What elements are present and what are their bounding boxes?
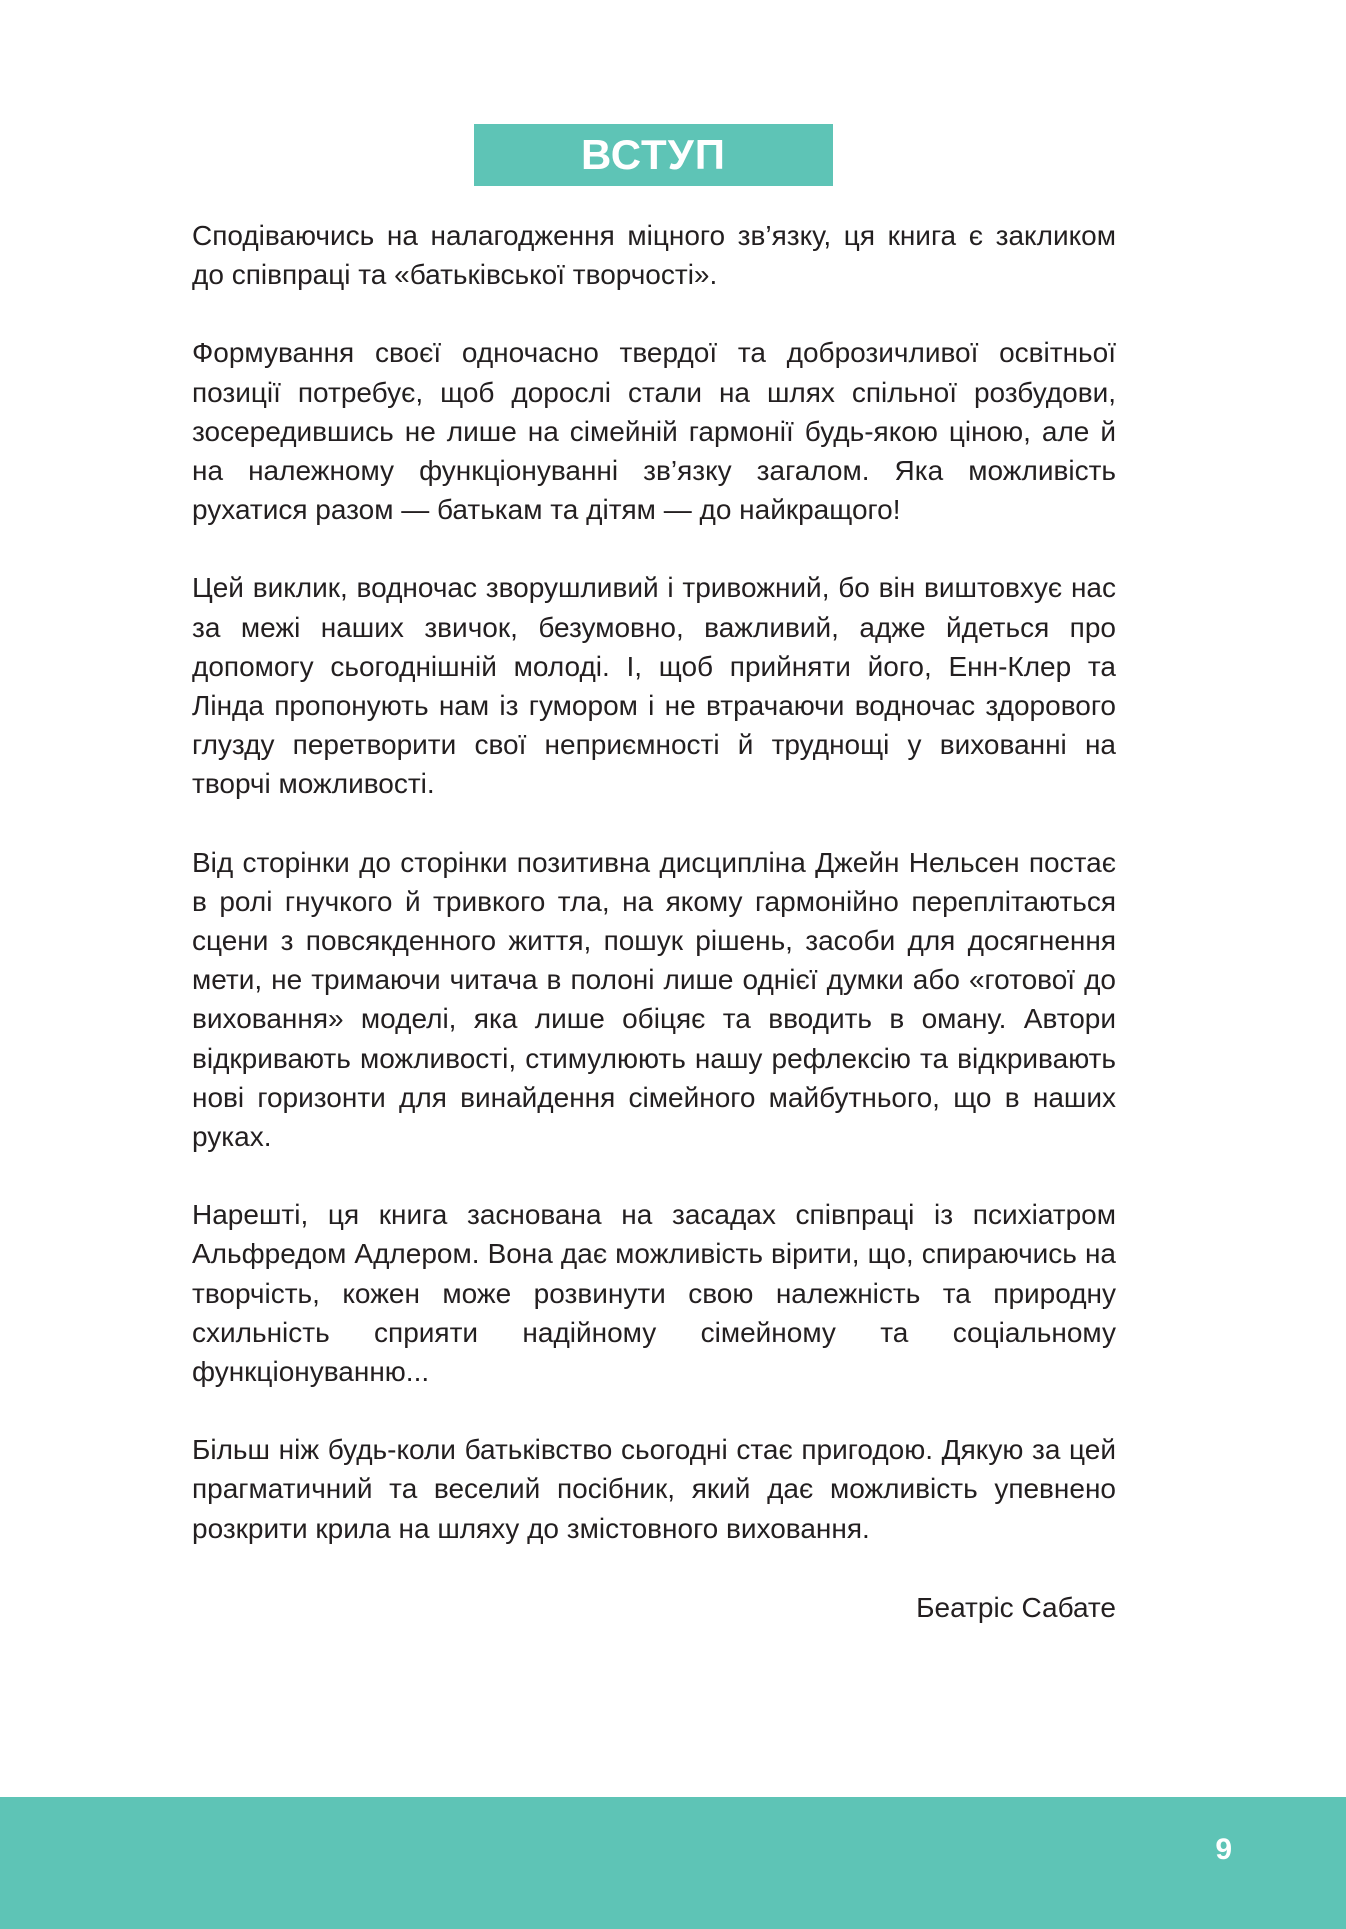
paragraph: Нарешті, ця книга заснована на засадах співпраці із психіатром Альфредом Адлером. Вона дає можливість вірити, що, спираючись на творчість, кожен може розвинути свою належність та природну схильність сприяти надійному сімейному та соціальному функціонуванню... bbox=[192, 1199, 1116, 1388]
body-text bbox=[192, 216, 1116, 1587]
footer-band bbox=[0, 1797, 1346, 1929]
section-title: ВСТУП bbox=[581, 131, 726, 178]
paragraph: Формування своєї одночасно твердої та доброзичливої освітньої позиції потребує, щоб дорослі стали на шлях спільної розбудови, зосередившись не лише на сімейній гармонії будь-якою ціною, але й на належному функціонуванні зв’язку загалом. Яка можливість рухатися разом — батькам та дітям — до найкращого! bbox=[192, 337, 1116, 526]
section-title-box bbox=[474, 124, 833, 186]
paragraph: Цей виклик, водночас зворушливий і тривожний, бо він виштовхує нас за межі наших звичок, безумовно, важливий, адже йдеться про допомогу сьогоднішній молоді. І, щоб прийняти його, Енн-Клер та Лінда пропонують нам із гумором і не втрачаючи водночас здорового глузду перетворити свої неприємності й труднощі у вихованні на творчі можливості. bbox=[192, 572, 1116, 800]
author-signature: Беатріс Сабате bbox=[916, 1592, 1116, 1623]
paragraph: Більш ніж будь-коли батьківство сьогодні стає пригодою. Дякую за цей прагматичний та веселий посібник, який дає можливість упевнено розкрити крила на шляху до змістовного виховання. bbox=[192, 1434, 1116, 1544]
page-number: 9 bbox=[1215, 1833, 1232, 1866]
paragraph: Сподіваючись на налагодження міцного зв’язку, ця книга є закликом до співпраці та «батьківської творчості». bbox=[192, 220, 1116, 291]
paragraph: Від сторінки до сторінки позитивна дисципліна Джейн Нельсен постає в ролі гнучкого й тривкого тла, на якому гармонійно переплітаються сцени з повсякденного життя, пошук рішень, засоби для досягнення мети, не тримаючи читача в полоні лише однієї думки або «готової до виховання» моделі, яка лише обіцяє та вводить в оману. Автори відкривають можливості, стимулюють нашу рефлексію та відкривають нові горизонти для винайдення сімейного майбутнього, що в наших руках. bbox=[192, 846, 1116, 1153]
